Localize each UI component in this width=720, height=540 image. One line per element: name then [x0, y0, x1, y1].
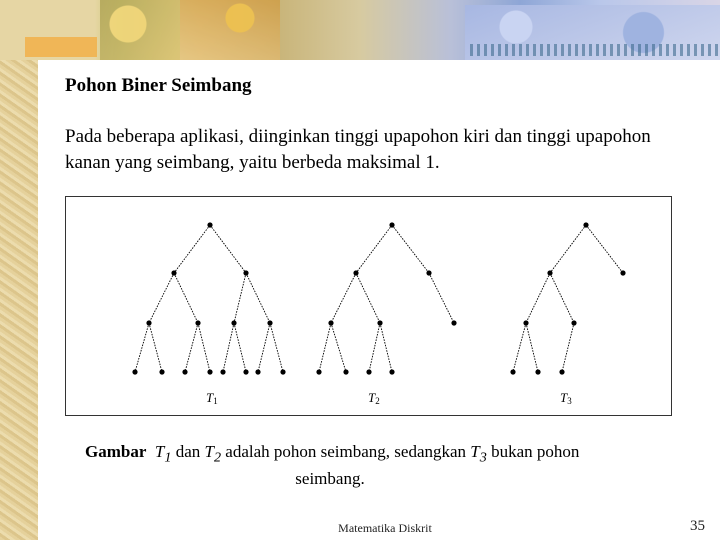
figure-caption [85, 441, 665, 490]
tree-node [255, 369, 260, 374]
tree-edge [356, 273, 380, 323]
banner-stripe [25, 37, 97, 57]
background-texture [0, 0, 38, 540]
tree-label-t1: T1 [206, 390, 218, 406]
tree-edge [246, 273, 270, 323]
tree-edge [135, 323, 149, 372]
tree-node [389, 222, 394, 227]
tree-edge [550, 273, 574, 323]
tree-node [559, 369, 564, 374]
tree-edge [429, 273, 454, 323]
tree-edge [149, 323, 162, 372]
tree-node [243, 270, 248, 275]
tree-edge [586, 225, 623, 273]
tree-edge [198, 323, 210, 372]
tree-edge [319, 323, 331, 372]
tree-node [159, 369, 164, 374]
tree-node [280, 369, 285, 374]
tree-edge [369, 323, 380, 372]
tree-diagram [66, 197, 671, 415]
tree-node [535, 369, 540, 374]
tree-edge [392, 225, 429, 273]
caption-text-b: adalah pohon seimbang, sedangkan [221, 442, 471, 461]
tree-edge [380, 323, 392, 372]
tree-edge [513, 323, 526, 372]
banner-leaf-image-2 [180, 0, 280, 60]
tree-label-t2: T2 [368, 390, 380, 406]
tree-edge [270, 323, 283, 372]
caption-label: Gambar [85, 442, 147, 461]
tree-node [451, 320, 456, 325]
banner-dots [470, 44, 720, 56]
tree-node [182, 369, 187, 374]
tree-edge [258, 323, 270, 372]
tree-node [171, 270, 176, 275]
tree-node [547, 270, 552, 275]
tree-node [523, 320, 528, 325]
caption-t1: $T_1$ [154, 442, 172, 466]
page-number: 35 [690, 518, 705, 534]
tree-label-t3: T3 [560, 390, 572, 406]
tree-node [195, 320, 200, 325]
tree-node [620, 270, 625, 275]
balanced-tree-figure [65, 196, 672, 416]
tree-edge [149, 273, 174, 323]
tree-node [316, 369, 321, 374]
tree-node [243, 369, 248, 374]
tree-edge [550, 225, 586, 273]
tree-edge [234, 323, 246, 372]
tree-node [366, 369, 371, 374]
tree-edge [210, 225, 246, 273]
tree-edge [331, 273, 356, 323]
tree-node [571, 320, 576, 325]
tree-edge [331, 323, 346, 372]
tree-edge [174, 273, 198, 323]
caption-line-2: seimbang. [295, 469, 365, 489]
tree-node [426, 270, 431, 275]
tree-edge [223, 323, 234, 372]
slide-title: Pohon Biner Seimbang [65, 75, 252, 96]
tree-node [377, 320, 382, 325]
tree-node [207, 222, 212, 227]
tree-node [389, 369, 394, 374]
caption-t3: $T_3$ [470, 442, 487, 466]
slide-body-text: Pada beberapa aplikasi, diinginkan tinggi upapohon kiri dan tinggi upapohon kanan yang seimbang, yaitu berbeda maksimal 1. [65, 126, 651, 173]
caption-text-a: dan [171, 442, 205, 461]
tree-node [328, 320, 333, 325]
tree-edge [562, 323, 574, 372]
tree-node [353, 270, 358, 275]
tree-node [231, 320, 236, 325]
tree-node [343, 369, 348, 374]
banner-leaf-image [100, 0, 180, 60]
tree-edge [174, 225, 210, 273]
footer-text: Matematika Diskrit [338, 521, 432, 535]
caption-t2: $T_2$ [204, 442, 222, 466]
tree-node [207, 369, 212, 374]
tree-edge [234, 273, 246, 323]
header-banner [0, 0, 720, 60]
tree-node [510, 369, 515, 374]
tree-edge [526, 323, 538, 372]
tree-node [583, 222, 588, 227]
tree-edge [356, 225, 392, 273]
tree-node [267, 320, 272, 325]
tree-node [132, 369, 137, 374]
tree-node [146, 320, 151, 325]
caption-text-c: bukan pohon [486, 442, 580, 461]
tree-edge [526, 273, 550, 323]
tree-node [220, 369, 225, 374]
tree-edge [185, 323, 198, 372]
